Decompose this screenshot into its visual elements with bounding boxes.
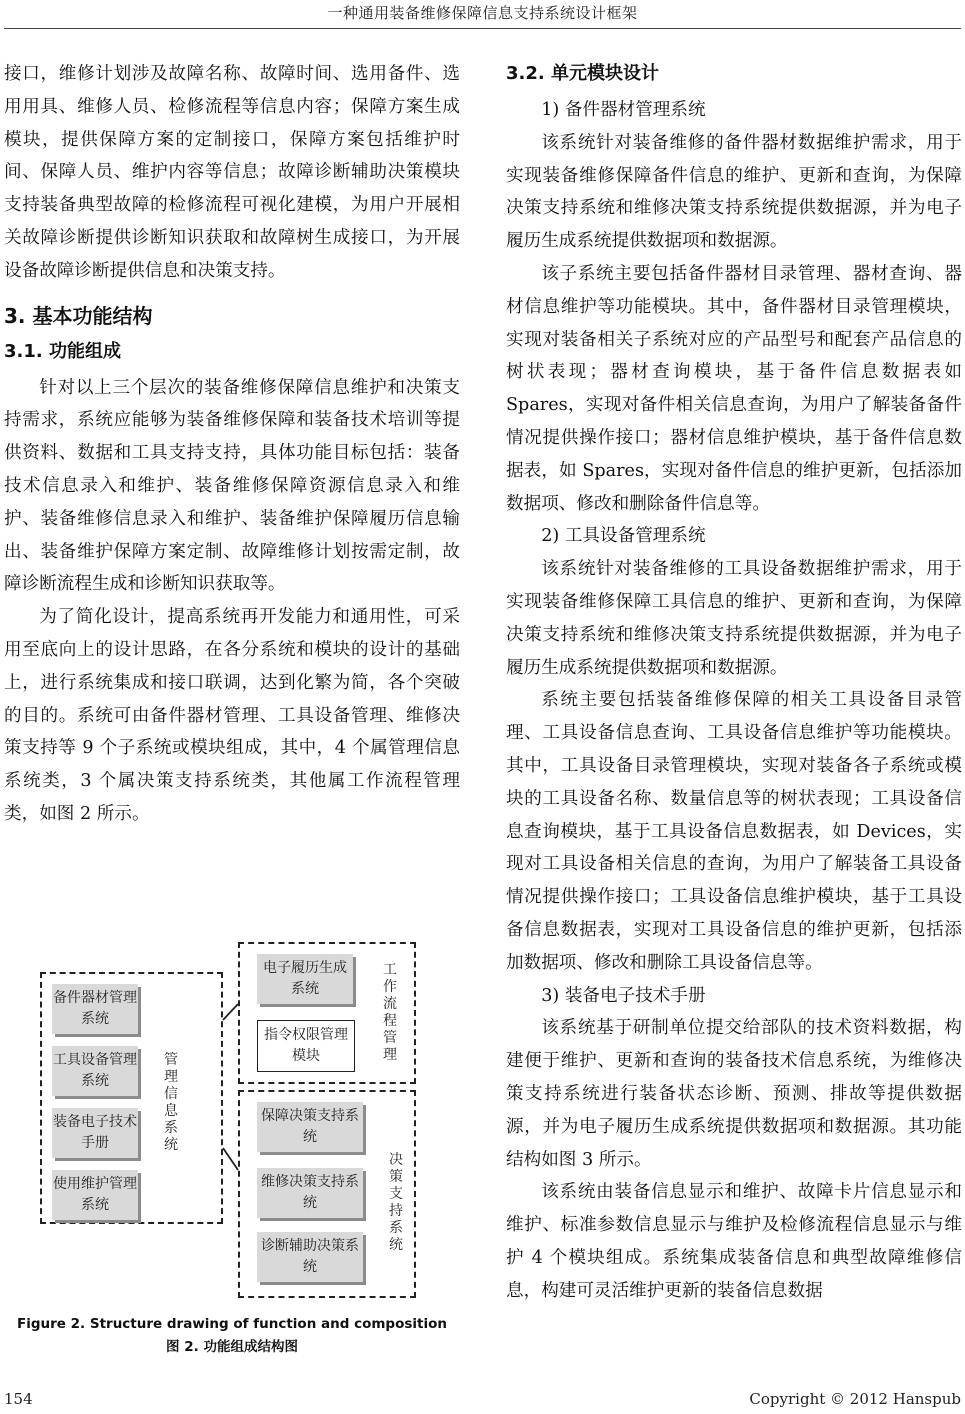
paragraph-ietm-purpose: 该系统基于研制单位提交给部队的技术资料数据，构建便于维护、更新和查询的装备技术信息系统，为维修决策支持系统进行装备状态诊断、预测、排故等提供数据源，并为电子履历生成系统提供数据项和数据源。其功能结构如图 3 所示。 [506, 1018, 962, 1170]
figure-structure-diagram [30, 938, 460, 1358]
page-number: 154 [4, 1390, 33, 1408]
list-item-tools-system: 2) 工具设备管理系统 [541, 526, 706, 547]
figure-caption-en: Figure 2. Structure drawing of function and composition [17, 1316, 447, 1332]
diagram-box-maintenance-decision: 维修决策支持系统 [257, 1168, 363, 1218]
list-item-spares-system: 1) 备件器材管理系统 [541, 100, 706, 120]
copyright-notice: Copyright © 2012 Hanspub [749, 1390, 961, 1408]
diagram-box-spares: 备件器材管理系统 [52, 984, 138, 1034]
paragraph-spares-modules: 该子系统主要包括备件器材目录管理、器材查询、器材信息维护等功能模块。其中，备件器材目录管理模块，实现对装备相关子系统对应的产品型号和配套产品信息的树状表现；器材查询模块，基于备件信息数据表如 Spares，实现对备件相关信息查询，为用户了解装备备件情况提供操作接口；器材信息维护模块，基于备件信息数据表，如 Spares，实现对备件信息的维护更新，包括添加数据项、修改和删除备件信息等。 [506, 263, 962, 514]
connector-mis-dss [223, 1148, 238, 1170]
connector-mis-workflow [223, 1004, 238, 1020]
diagram-box-e-record: 电子履历生成系统 [257, 954, 353, 1004]
right-column [506, 58, 962, 1307]
diagram-connectors [30, 938, 460, 1358]
left-column [4, 58, 460, 831]
paragraph-ietm-modules: 该系统由装备信息显示和维护、故障卡片信息显示和维护、标准参数信息显示与维护及检修流程信息显示与维护 4 个模块组成。系统集成装备信息和典型故障维修信息，构建可灵活维护更新的装备信息数据 [506, 1182, 962, 1301]
dss-group-label: 决策支持系统 [389, 1152, 403, 1253]
paragraph-tools-purpose: 该系统针对装备维修的工具设备数据维护需求，用于实现装备维修保障工具信息的维护、更新和查询，为保障决策支持系统和维修决策支持系统提供数据源，并为电子履历生成系统提供数据项和数据源。 [506, 559, 962, 678]
diagram-box-permission: 指令权限管理模块 [257, 1020, 355, 1072]
paragraph-design-approach: 为了简化设计，提高系统再开发能力和通用性，可采用至底向上的设计思路，在各分系统和模块的设计的基础上，进行系统集成和接口联调，达到化繁为简，各个突破的目的。系统可由备件器材管理、工具设备管理、维修决策支持等 9 个子系统或模块组成，其中，4 个属管理信息系统类，3 个属决策支持系统类，其他属工作流程管理类，如图 2 所示。 [4, 607, 460, 824]
diagram-box-usage: 使用维护管理系统 [52, 1170, 138, 1220]
mis-group-label: 管理信息系统 [164, 1052, 178, 1153]
paragraph-tools-modules: 系统主要包括装备维修保障的相关工具设备目录管理、工具设备信息查询、工具设备信息维护等功能模块。其中，工具设备目录管理模块，实现对装备各子系统或模块的工具设备名称、数量信息等的树状表现；工具设备信息查询模块，基于工具设备信息数据表，如 Devices，实现对工具设备相关信息的查询，为用户了解装备工具设备情况提供操作接口；工具设备信息维护模块，基于工具设备信息数据表，实现对工具设备信息的维护更新，包括添加数据项、修改和删除工具设备信息等。 [506, 690, 962, 973]
diagram-box-ietm: 装备电子技术手册 [52, 1108, 138, 1158]
running-title: 一种通用装备维修保障信息支持系统设计框架 [327, 4, 638, 22]
paragraph-spares-purpose: 该系统针对装备维修的备件器材数据维护需求，用于实现装备维修保障备件信息的维护、更新和查询，为保障决策支持系统和维修决策支持系统提供数据源，并为电子履历生成系统提供数据项和数据源。 [506, 132, 962, 252]
paragraph-function-goals: 针对以上三个层次的装备维修保障信息维护和决策支持需求，系统应能够为装备维修保障和装备技术培训等提供资料、数据和工具支持支持，具体功能目标包括：装备技术信息录入和维护、装备维修保障资源信息录入和维护、装备维修信息录入和维护、装备维护保障履历信息输出、装备维护保障方案定制、故障维修计划按需定制，故障诊断流程生成和诊断知识获取等。 [4, 377, 460, 595]
subsection-heading: 3.1. 功能组成 [4, 340, 121, 362]
workflow-group-label: 工作流程管理 [383, 962, 397, 1063]
diagram-box-tools: 工具设备管理系统 [52, 1046, 138, 1096]
section-heading: 3. 基本功能结构 [4, 303, 153, 328]
subsection-heading-unit-design: 3.2. 单元模块设计 [506, 63, 659, 84]
paragraph-continued: 接口，维修计划涉及故障名称、故障时间、选用备件、选用用具、维修人员、检修流程等信息内容；保障方案生成模块，提供保障方案的定制接口，保障方案包括维护时间、保障人员、维护内容等信息；故障诊断辅助决策模块支持装备典型故障的检修流程可视化建模，为用户开展相关故障诊断提供诊断知识获取和故障树生成接口，为开展设备故障诊断提供信息和决策支持。 [4, 64, 460, 281]
figure-caption-cn: 图 2. 功能组成结构图 [166, 1339, 298, 1355]
diagram-box-support-decision: 保障决策支持系统 [257, 1102, 363, 1152]
header-rule [4, 28, 961, 29]
list-item-ietm: 3) 装备电子技术手册 [541, 985, 706, 1006]
diagram-box-diagnosis-decision: 诊断辅助决策系统 [257, 1232, 363, 1282]
